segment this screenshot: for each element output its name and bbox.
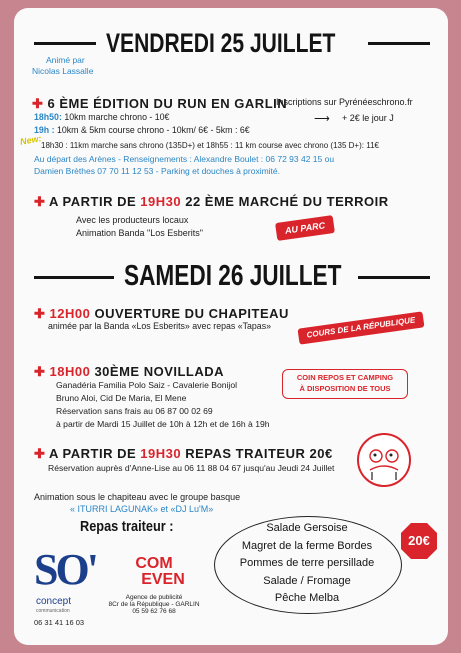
novillada-line-4: à partir de Mardi 15 Juillet de 10h à 12h et de 16h à 19h bbox=[56, 419, 270, 429]
novillada-heading: ✚ 18H00 30ÈME NOVILLADA bbox=[34, 364, 225, 379]
run-heading: ✚ 6 ÈME ÉDITION DU RUN EN GARLIN bbox=[32, 96, 288, 111]
divider bbox=[34, 42, 96, 45]
market-badge: AU PARC bbox=[275, 215, 335, 241]
so-logo-mark: SO' bbox=[34, 545, 96, 594]
com-logo-2: EVEN bbox=[141, 571, 185, 588]
price-badge bbox=[400, 522, 438, 560]
menu-list bbox=[214, 520, 400, 608]
run-extra: + 2€ le jour J bbox=[342, 113, 394, 123]
new-label: New: bbox=[19, 133, 43, 147]
divider bbox=[368, 42, 430, 45]
menu-item: Magret de la ferme Bordes bbox=[241, 539, 373, 552]
divider bbox=[34, 276, 114, 279]
tent-line: animée par la Banda «Los Esberits» avec repas «Tapas» bbox=[48, 321, 271, 331]
com-text-2: 8Cr de la République - GARLIN bbox=[108, 601, 200, 608]
com-text-3: 05 59 62 76 68 bbox=[132, 608, 176, 615]
novillada-line-3: Réservation sans frais au 06 87 00 02 69 bbox=[56, 406, 213, 416]
saturday-title: SAMEDI 26 JUILLET bbox=[124, 260, 342, 292]
animation-line-2: « ITURRI LAGUNAK» et «DJ Lu'M» bbox=[70, 504, 214, 514]
novillada-line-1: Ganadéria Familia Polo Saiz - Cavalerie Bonijol bbox=[56, 380, 238, 390]
friday-title: VENDREDI 25 JUILLET bbox=[106, 28, 336, 58]
com-logo-1: COM bbox=[135, 555, 173, 572]
market-line-2: Animation Banda "Los Esberits" bbox=[76, 228, 203, 238]
novillada-line-2: Bruno Aloi, Cid De Maria, El Mene bbox=[56, 393, 187, 403]
com-text-1: Agence de publicité bbox=[125, 594, 183, 601]
camping-badge: COIN REPOS ET CAMPING À DISPOSITION DE TOUS bbox=[282, 369, 408, 399]
menu-label: Repas traiteur : bbox=[80, 518, 174, 535]
market-line-1: Avec les producteurs locaux bbox=[76, 215, 189, 225]
menu-item: Pommes de terre persillade bbox=[239, 557, 375, 569]
tent-badge: COURS DE LA RÉPUBLIQUE bbox=[297, 311, 424, 344]
dinner-heading: ✚ A PARTIR DE 19H30 REPAS TRAITEUR 20€ bbox=[34, 446, 333, 461]
so-name: concept bbox=[36, 596, 72, 607]
market-heading: ✚ A PARTIR DE 19H30 22 ÈME MARCHÉ DU TERROIR bbox=[34, 194, 389, 209]
animation-line-1: Animation sous le chapiteau avec le groupe basque bbox=[34, 492, 241, 502]
flyer-card bbox=[14, 8, 448, 645]
so-sub: communication bbox=[36, 608, 70, 614]
arrow-icon: ⟶ bbox=[314, 113, 330, 125]
so-concept-logo bbox=[30, 544, 102, 634]
divider bbox=[358, 276, 430, 279]
tent-heading: ✚ 12H00 OUVERTURE DU CHAPITEAU bbox=[34, 306, 289, 321]
so-phone: 06 31 41 16 03 bbox=[34, 618, 85, 627]
run-line-1: 18h50: 10km marche chrono - 10€ bbox=[34, 112, 170, 122]
menu-item: Salade Gersoise bbox=[266, 522, 348, 534]
run-new-line: 18h30 : 11km marche sans chrono (135D+) et 18h55 : 11 km course avec chrono (135 D+): 11€ bbox=[41, 141, 379, 150]
run-line-2: 19h : 10km & 5km course chrono - 10km/ 6€ - 5km : 6€ bbox=[34, 125, 250, 135]
host-label: Animé par bbox=[46, 55, 85, 65]
dinner-line: Réservation auprès d'Anne-Lise au 06 11 88 04 67 jusqu'au Jeudi 24 Juillet bbox=[48, 463, 335, 473]
run-signup: Inscriptions sur Pyrénéeschrono.fr bbox=[276, 97, 413, 107]
price-text: 20€ bbox=[408, 533, 430, 548]
run-info-1: Au départ des Arènes - Renseignements : Alexandre Boulet : 06 72 93 42 15 ou bbox=[34, 154, 335, 164]
menu-item: Salade / Fromage bbox=[263, 574, 351, 587]
mascot-illustration bbox=[356, 432, 412, 488]
menu-item: Pêche Melba bbox=[274, 592, 340, 604]
run-info-2: Damien Brèthes 07 70 11 12 53 - Parking et douches à proximité. bbox=[34, 166, 281, 176]
host-name: Nicolas Lassalle bbox=[32, 66, 94, 76]
com-even-logo bbox=[106, 556, 202, 636]
